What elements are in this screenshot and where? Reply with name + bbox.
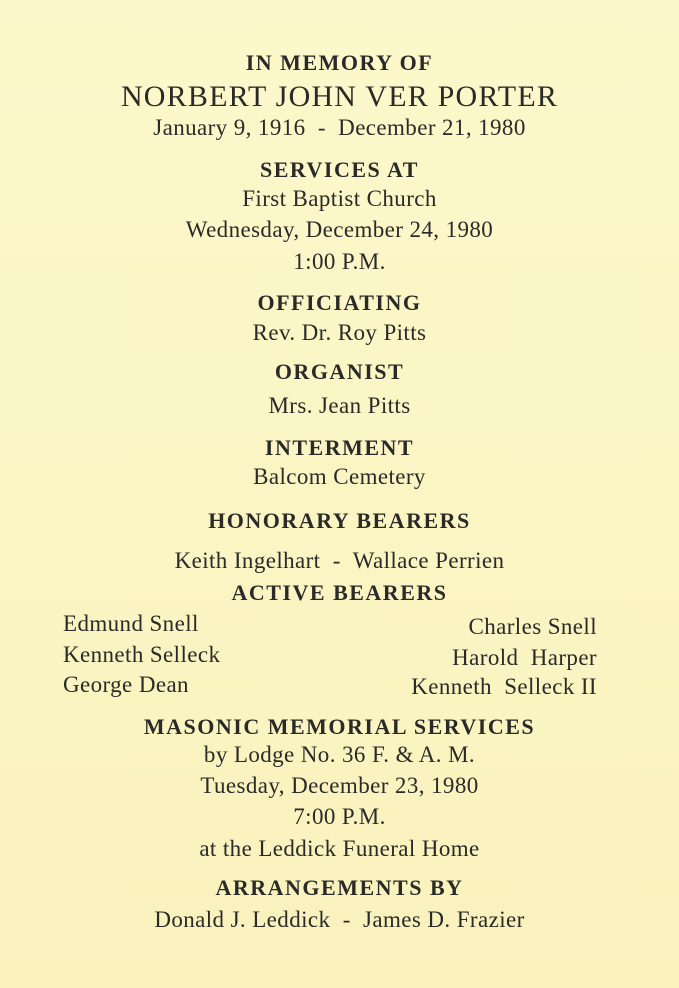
organist-name: Mrs. Jean Pitts — [268, 393, 411, 418]
arrangements-names: Donald J. Leddick - James D. Frazier — [154, 907, 525, 932]
masonic-lodge: by Lodge No. 36 F. & A. M. — [203, 742, 476, 767]
organist-heading: ORGANIST — [274, 359, 405, 384]
active-bearer-right-2: Harold Harper — [452, 645, 597, 670]
honorary-bearers-heading: HONORARY BEARERS — [208, 508, 471, 533]
active-bearer-right-1: Charles Snell — [468, 614, 597, 639]
active-bearer-right-3: Kenneth Selleck II — [411, 674, 597, 699]
officiating-heading: OFFICIATING — [257, 290, 422, 315]
life-dates: January 9, 1916 - December 21, 1980 — [153, 115, 526, 140]
interment-place: Balcom Cemetery — [253, 464, 426, 489]
masonic-date: Tuesday, December 23, 1980 — [200, 773, 479, 798]
in-memory-of-heading: IN MEMORY OF — [245, 50, 434, 75]
masonic-time: 7:00 P.M. — [293, 804, 386, 829]
interment-heading: INTERMENT — [264, 435, 415, 460]
services-date: Wednesday, December 24, 1980 — [185, 217, 494, 242]
masonic-place: at the Leddick Funeral Home — [199, 836, 480, 861]
active-bearer-left-3: George Dean — [63, 672, 189, 697]
masonic-heading: MASONIC MEMORIAL SERVICES — [143, 714, 536, 739]
arrangements-heading: ARRANGEMENTS BY — [215, 875, 464, 900]
active-bearer-left-2: Kenneth Selleck — [63, 642, 221, 667]
services-time: 1:00 P.M. — [293, 249, 386, 274]
officiating-name: Rev. Dr. Roy Pitts — [252, 320, 427, 345]
deceased-name: NORBERT JOHN VER PORTER — [120, 80, 559, 113]
honorary-bearers-names: Keith Ingelhart - Wallace Perrien — [174, 548, 505, 573]
active-bearers-heading: ACTIVE BEARERS — [231, 580, 448, 605]
services-place: First Baptist Church — [242, 186, 437, 211]
active-bearer-left-1: Edmund Snell — [63, 611, 199, 636]
services-heading: SERVICES AT — [260, 157, 419, 182]
